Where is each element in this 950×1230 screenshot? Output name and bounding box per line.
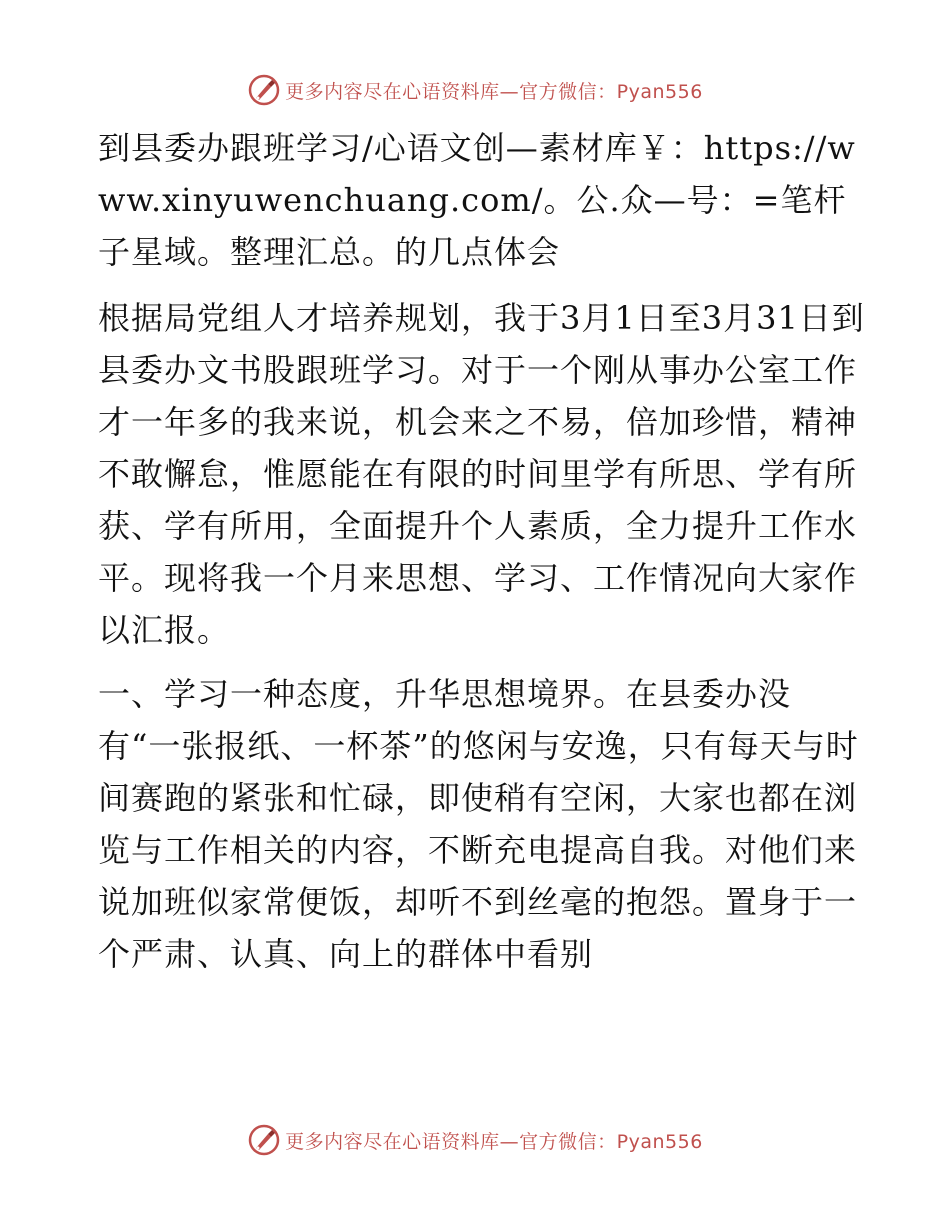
document-body	[98, 122, 868, 992]
pen-logo-icon	[247, 73, 281, 107]
pen-logo-icon	[247, 1123, 281, 1157]
document-title: 到县委办跟班学习/心语文创—素材库￥：https://www.xinyuwenchuang.com/。公.众—号：=笔杆子星域。整理汇总。的几点体会	[98, 129, 856, 271]
header-banner	[0, 70, 950, 110]
paragraph-2: 一、学习一种态度，升华思想境界。在县委办没有“一张报纸、一杯茶”的悠闲与安逸，只有每天与时间赛跑的紧张和忙碌，即使稍有空闲，大家也都在浏览与工作相关的内容，不断充电提高自我。对他们来说加班似家常便饭，却听不到丝毫的抱怨。置身于一个严肃、认真、向上的群体中看别	[98, 675, 859, 973]
footer-banner-text: 更多内容尽在心语资料库—官方微信：Pyan556	[285, 1130, 703, 1153]
paragraph-1: 根据局党组人才培养规划，我于3月1日至3月31日到县委办文书股跟班学习。对于一个刚从事办公室工作才一年多的我来说，机会来之不易，倍加珍惜，精神不敢懈怠，惟愿能在有限的时间里学有所思、学有所获、学有所用，全面提升个人素质，全力提升工作水平。现将我一个月来思想、学习、工作情况向大家作以汇报。	[98, 299, 865, 649]
header-banner-text: 更多内容尽在心语资料库—官方微信：Pyan556	[285, 80, 703, 103]
footer-banner	[0, 1120, 950, 1160]
